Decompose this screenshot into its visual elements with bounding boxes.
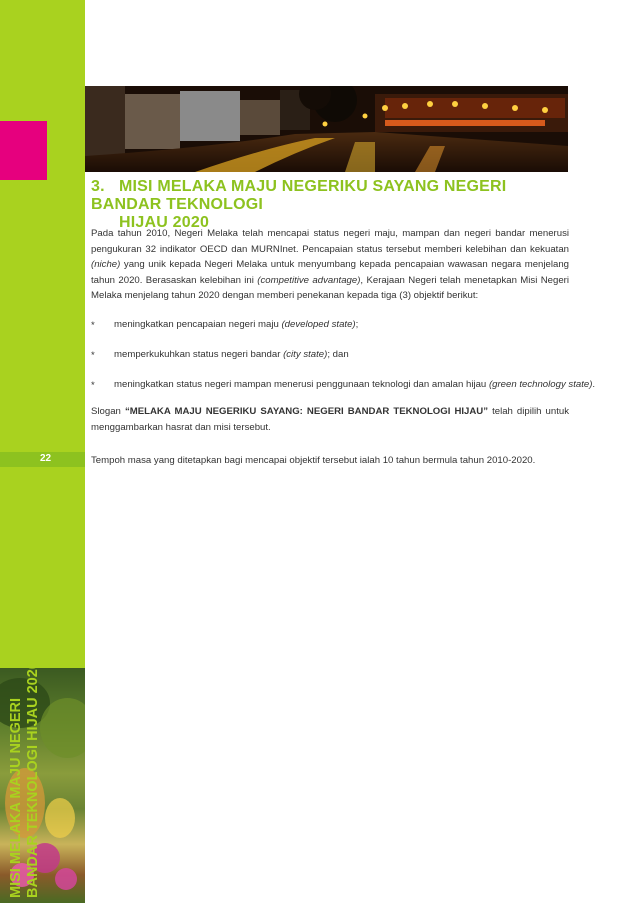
bullet-text: meningkatkan pencapaian negeri maju (114, 319, 282, 330)
bullet-end: . (592, 379, 596, 390)
bullet-marker: * (91, 350, 95, 361)
sidebar-title-line1: MISI MELAKA MAJU NEGERI (8, 697, 24, 898)
bullet-term: (developed state) (281, 319, 356, 330)
night-waterfront-image (85, 86, 568, 172)
term-niche: (niche) (91, 259, 121, 270)
section-number: 3. (91, 178, 105, 195)
bullet-end: ; (355, 319, 359, 330)
slogan-text-a: Slogan (91, 406, 125, 417)
sidebar-vertical-title (8, 661, 42, 898)
bullet-marker: * (91, 320, 95, 331)
timeline-paragraph: Tempoh masa yang ditetapkan bagi mencapai objektif tersebut ialah 10 tahun bermula tahun 2010-2020. (91, 455, 536, 466)
sidebar-title-line2: BANDAR TEKNOLOGI HIJAU 2020 (25, 661, 41, 898)
intro-text-c: , Kerajaan Negeri telah menetapkan Misi Negeri Melaka menjelang tahun 2020 dengan memberi penekanan kepada tiga (3) objektif berikut: (91, 274, 569, 301)
slogan-text-b: telah dipilih untuk menggambarkan hasrat dan misi tersebut. (91, 406, 569, 433)
bullet-end: ; dan (327, 349, 349, 360)
section-title-line1: MISI MELAKA MAJU NEGERIKU SAYANG NEGERI BANDAR TEKNOLOGI (91, 178, 507, 213)
intro-text-a: Pada tahun 2010, Negeri Melaka telah mencapai status negeri maju, mampan dan negeri bandar menerusi pengukuran 32 indikator OECD dan MURNInet. Pencapaian status tersebut memberi kelebihan dan kekuatan (91, 228, 569, 255)
intro-paragraph (91, 226, 569, 304)
page-number: 22 (40, 453, 52, 464)
bullet-term: (city state) (283, 349, 328, 360)
slogan-text: “MELAKA MAJU NEGERIKU SAYANG: NEGERI BANDAR TEKNOLOGI HIJAU” (124, 406, 489, 417)
section-title (91, 178, 569, 232)
section-title-line2: HIJAU 2020 (119, 214, 210, 231)
banner-photo (85, 86, 568, 172)
intro-text-b: yang unik kepada Negeri Melaka untuk menyumbang kepada pencapaian wawasan negara menjelang tahun 2020. Berasaskan kelebihan ini (91, 259, 569, 286)
bullet-text: memperkukuhkan status negeri bandar (114, 349, 284, 360)
slogan-paragraph (91, 404, 569, 435)
bullet-term: (green technology state) (488, 379, 593, 390)
bullet-text: meningkatkan status negeri mampan menerusi penggunaan teknologi dan amalan hijau (114, 379, 489, 390)
bullet-marker: * (91, 380, 95, 391)
pink-tab-marker (0, 121, 47, 180)
term-competitive-advantage: (competitive advantage) (257, 274, 361, 286)
